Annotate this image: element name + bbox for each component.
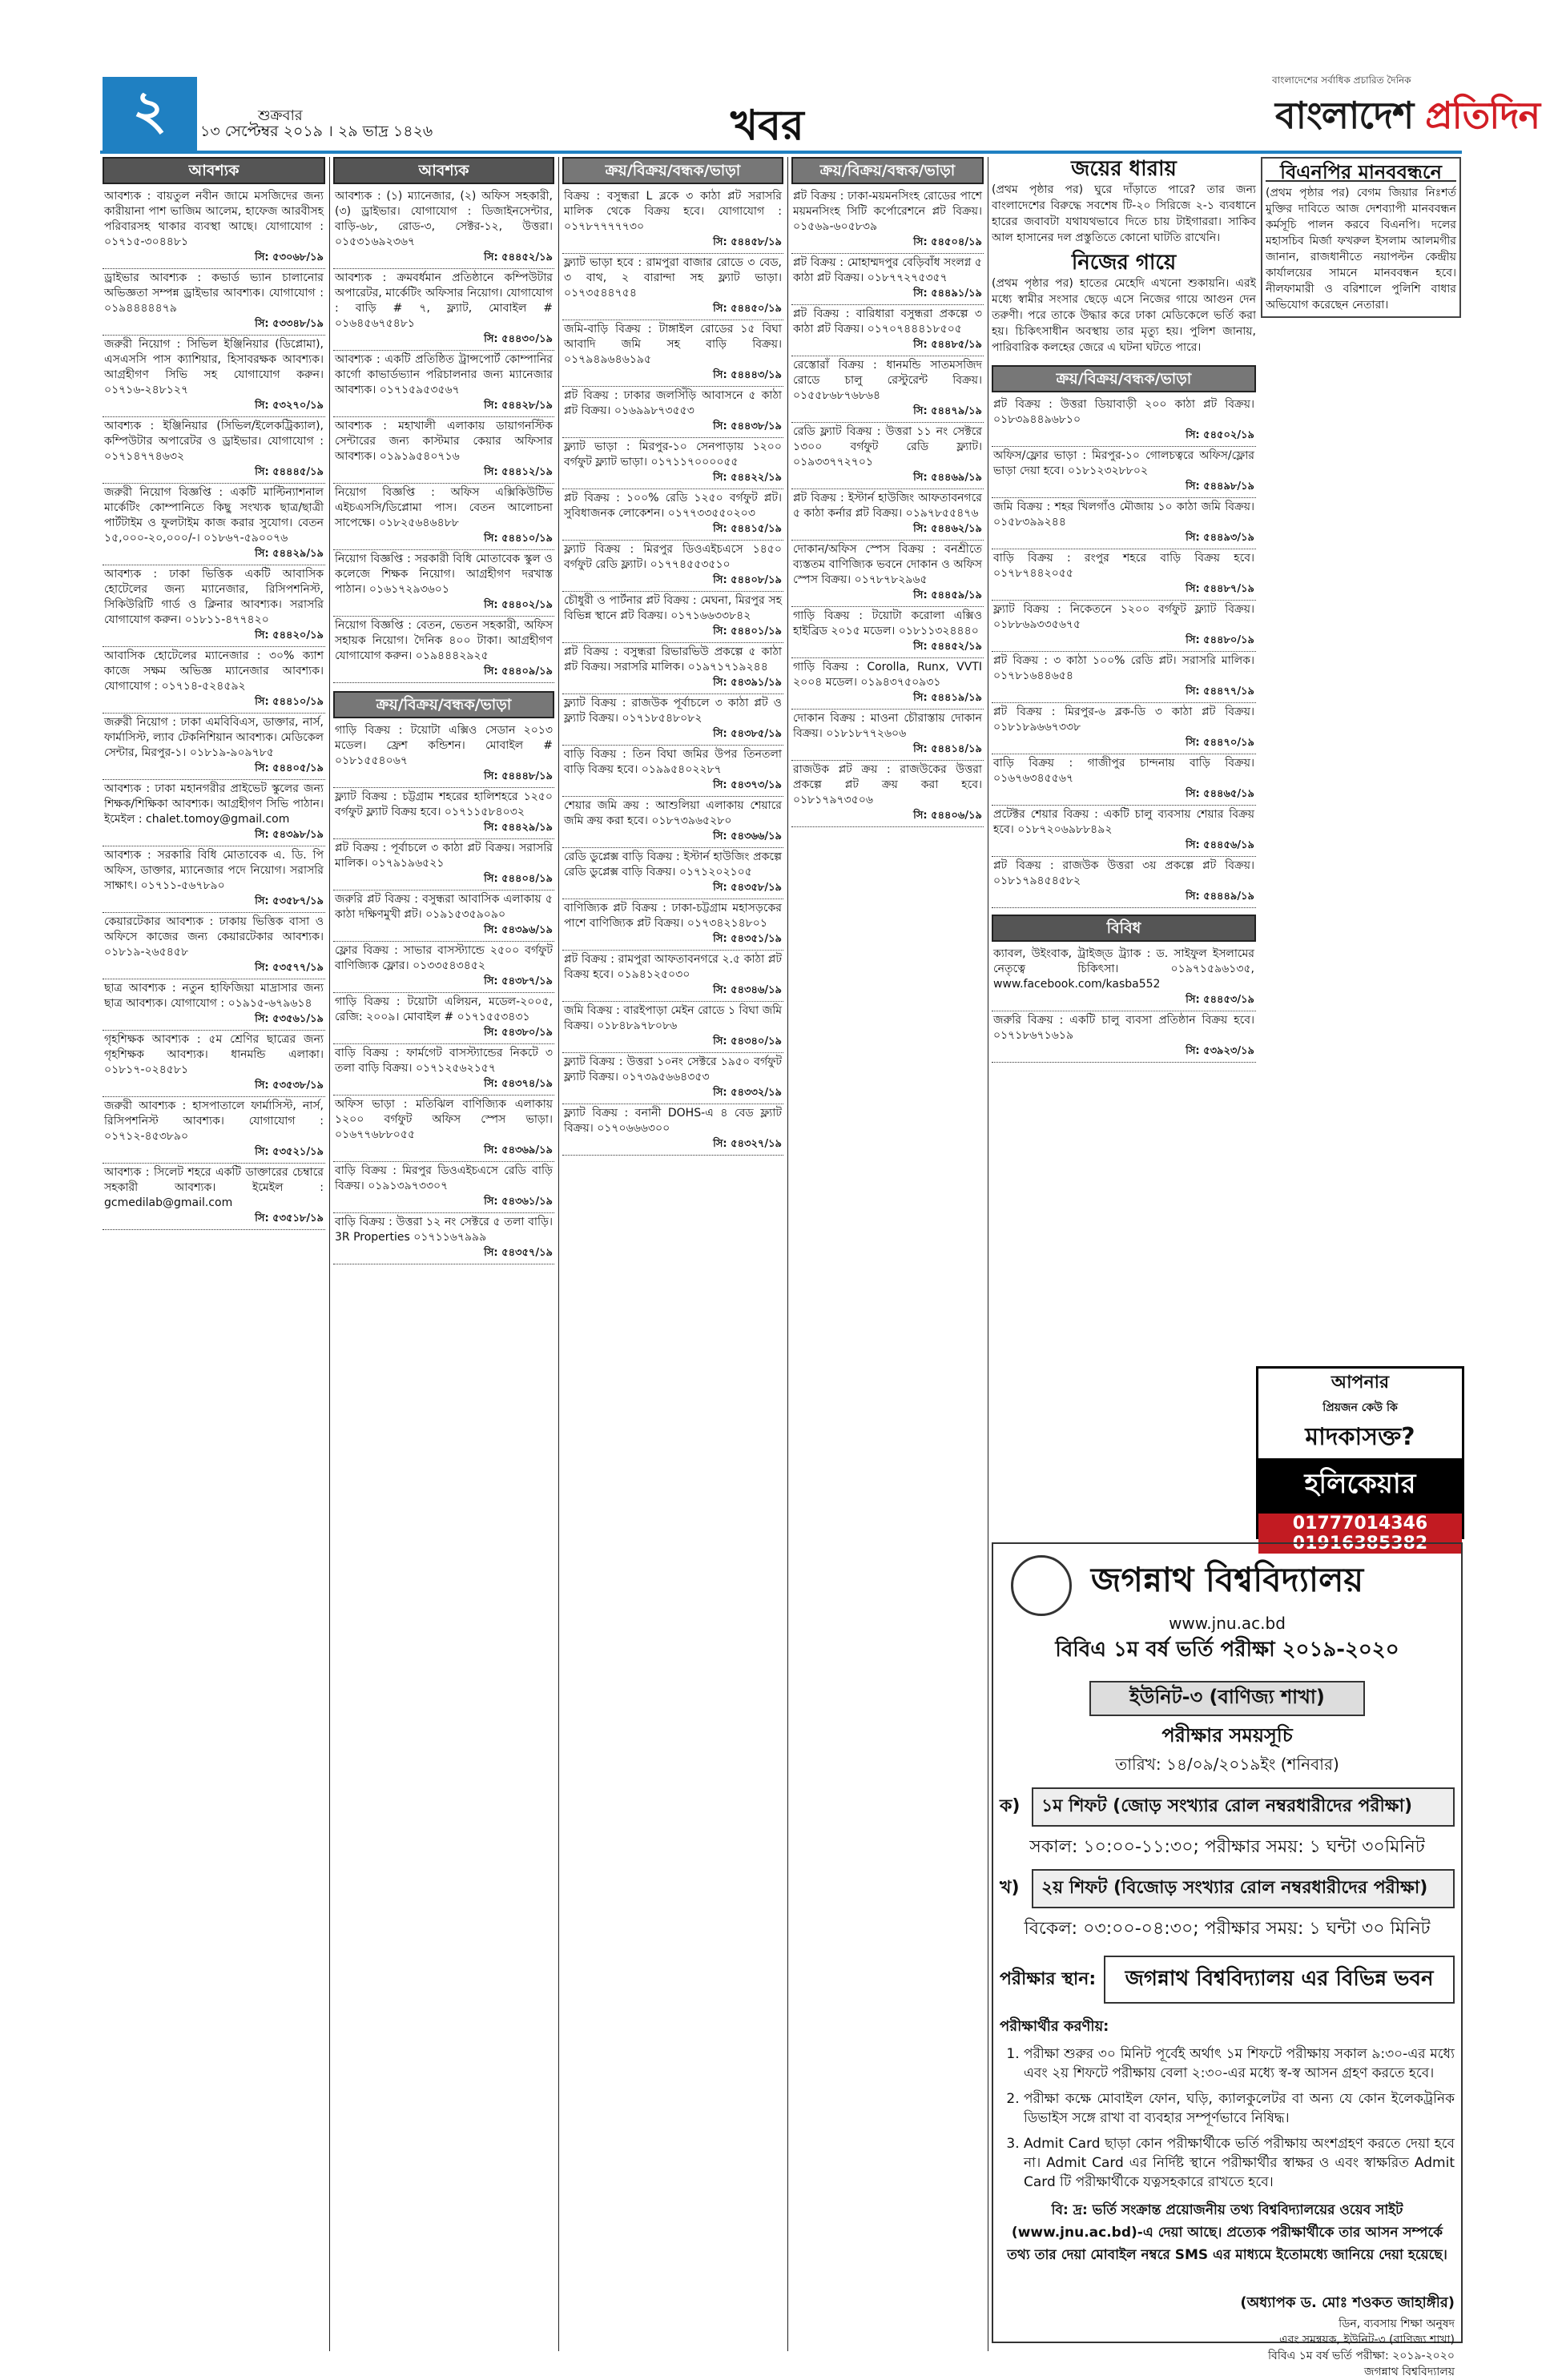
ad-text: আবশ্যক : ঢাকা ভিত্তিক একটি আবাসিক হোটেলের জন্য ম্যানেজার, রিসিপশনিস্ট, সিকিউরিটি গার্ড ও ক্লিনার আবশ্যক। সরাসরি যোগাযোগ করুন। ০১৮১১-৪৭৭৪২০ xyxy=(104,568,324,626)
column-divider xyxy=(329,157,330,2351)
newspaper-logo xyxy=(1275,88,1540,149)
classified-ad xyxy=(103,1031,325,1097)
column-header: ক্রয়/বিক্রয়/বন্ধক/ভাড়া xyxy=(791,157,984,184)
ad-list xyxy=(992,396,1256,908)
classified-ad xyxy=(103,647,325,714)
classified-ad xyxy=(103,979,325,1031)
column-divider xyxy=(787,157,788,2351)
ad-text: গৃহশিক্ষক আবশ্যক : ৫ম শ্রেণির ছাত্রের জন্য গৃহশিক্ষক আবশ্যক। ধানমন্ডি এলাকা। ০১৮১৭-০২৪৫৮১ xyxy=(104,1033,324,1076)
classified-ad xyxy=(992,1011,1256,1063)
schedule-title: পরীক্ষার সময়সূচি xyxy=(1161,1724,1293,1747)
ad-text: রাজউক প্লট ক্রয় : রাজউকের উত্তরা প্রকল্পে প্লট ক্রয় করা হবে। ০১৮১৭৯৭৩৫০৬ xyxy=(793,763,982,806)
shift-title: ২য় শিফট (বিজোড় সংখ্যার রোল নম্বরধারীদের পরীক্ষা) xyxy=(1032,1869,1455,1908)
ad-code: সি: ৫৪৪৬৫/১৯ xyxy=(1186,788,1254,800)
classified-ad xyxy=(992,806,1256,857)
ad-code: সি: ৫৪৪৪৮/১৯ xyxy=(484,770,553,782)
logo-tagline: বাংলাদেশের সর্বাধিক প্রচারিত দৈনিক xyxy=(1272,74,1411,86)
ad-text: ক্যাবল, উইংবাক, ট্রাইজ্ড ট্র্যাক : ড. সাইফুল ইসলামের নেতৃত্বে চিকিৎসা। ০১৯৭১৫৯৬১৩৫, www.facebook.com/kasba552 xyxy=(993,947,1254,991)
rule-item: 1. পরীক্ষা শুরুর ৩০ মিনিট পূর্বেই অর্থাৎ ১ম শিফটে পরীক্ষায় সকাল ৯:৩০-এর মধ্যে এবং ২য় শিফটে পরীক্ষায় বেলা ২:৩০-এর মধ্যে স্ব-স্ব আসন গ্রহণ করতে হবে। xyxy=(1024,2044,1455,2083)
classified-ad xyxy=(333,550,554,617)
ad-code: সি: ৫৩৫৩৮/১৯ xyxy=(255,1079,324,1092)
ad-text: জমি বিক্রয় : বারইপাড়া মেইন রোডে ১ বিঘা জমি বিক্রয়। ০১৮৪৮৯৭৮০৮৬ xyxy=(564,1004,782,1032)
ad-text: চৌধুরী ও পার্টনার প্লট বিক্রয় : মেঘনা, মিরপুর সহ বিভিন্ন স্থানে প্লট বিক্রয়। ০১৭১৬৬৩৩৮৪২ xyxy=(564,594,782,622)
ad-text: জরুরী নিয়োগ : সিভিল ইঞ্জিনিয়ার (ডিপ্লোমা), এসএসসি পাস ক্যাশিয়ার, হিসাবরক্ষক আবশ্যক। আগ্রহীগণ সিভি সহ যোগাযোগ করুন। ০১৭১৬-২৪৮১২৭ xyxy=(104,338,324,396)
classified-ad xyxy=(791,254,984,305)
university-seal-icon xyxy=(1011,1555,1072,1616)
classified-ad xyxy=(992,601,1256,652)
column-header: ক্রয়/বিক্রয়/বন্ধক/ভাড়া xyxy=(562,157,783,184)
ad-text: প্লট বিক্রয় : ১০০% রেডি ১২৫০ বর্গফুট প্লট। সুবিধাজনক লোকেশন। ০১৭৭৩৩৫৫০২০৩ xyxy=(564,492,782,520)
exam-date: তারিখ: ১৪/০৯/২০১৯ইং (শনিবার) xyxy=(1115,1755,1339,1774)
exam-title: বিবিএ ১ম বর্ষ ভর্তি পরীক্ষা ২০১৯-২০২০ xyxy=(1055,1638,1399,1662)
ad-code: সি: ৫৩০৬৮/১৯ xyxy=(255,251,324,263)
rules-title: পরীক্ষার্থীর করণীয়: xyxy=(1000,2018,1109,2035)
ad-text: ফ্ল্যাট ভাড়া হবে : রামপুরা বাজার রোডে ৩ বেড, ৩ বাথ, ২ বারান্দা সহ ফ্ল্যাট ভাড়া। ০১৭৩৫৪৪৭৫৪ xyxy=(564,256,782,300)
ad-list xyxy=(333,187,554,683)
classified-ad xyxy=(562,848,783,899)
column-jobs-2 xyxy=(333,157,554,2351)
ad-code: সি: ৫৪৪২৯/১৯ xyxy=(255,548,324,560)
column-header: ক্রয়/বিক্রয়/বন্ধক/ভাড়া xyxy=(992,365,1256,392)
classified-ad xyxy=(103,1097,325,1164)
classified-ad xyxy=(333,187,554,269)
ad-code: সি: ৫৩৫৬১/১৯ xyxy=(255,1013,324,1025)
ad-code: সি: ৫৪৩৩২/১৯ xyxy=(713,1087,782,1099)
ad-code: সি: ৫৪৩৫৮/১৯ xyxy=(713,882,782,894)
classified-ad xyxy=(562,320,783,387)
shift-label: ক) xyxy=(1000,1796,1021,1816)
ad-text: প্লট বিক্রয় : বারিধারা বসুন্ধরা প্রকল্পে ৩ কাঠা প্লট বিক্রয়। ০১৭০৭৪৪৪১৮৫০৫ xyxy=(793,308,982,336)
classified-ad xyxy=(791,305,984,356)
ad-text: ড্রাইভার আবশ্যক : কভার্ড ভ্যান চালানোর অভিজ্ঞতা সম্পন্ন ড্রাইভার আবশ্যক। যোগাযোগ : ০১৯৪৪৪৪৪৭৯ xyxy=(104,271,324,315)
ad-code: সি: ৫৪৪৪৯/১৯ xyxy=(1186,890,1254,903)
ad-code: সি: ৫৪৪০৯/১৯ xyxy=(484,665,553,677)
ad-code: সি: ৫৪৩৭৩/১৯ xyxy=(713,779,782,791)
ad-code: সি: ৫৪৪১৪/১৯ xyxy=(913,743,982,755)
ad-code: সি: ৫৪৪২০/১৯ xyxy=(255,629,324,641)
classified-ad xyxy=(562,746,783,797)
ad-code: সি: ৫৪৩৬১/১৯ xyxy=(484,1196,553,1208)
news-column-a xyxy=(992,157,1256,1534)
ad-text: আবশ্যক : মহাখালী এলাকায় ডায়াগনস্টিক সেন্টারের জন্য কাস্টমার কেয়ার অফিসার আবশ্যক। ০১৯১৯৫৪০৭১৬ xyxy=(335,420,553,463)
ad-text: জরুরি প্লট বিক্রয় : বসুন্ধরা আবাসিক এলাকায় ৫ কাঠা দক্ষিণমুখী প্লট। ০১৯১৫৩৫৯০৯০ xyxy=(335,893,553,921)
classified-ad xyxy=(103,269,325,336)
classified-ad xyxy=(791,356,984,423)
ad-code: সি: ৫৩২৭০/১৯ xyxy=(255,400,324,412)
rules-list xyxy=(1000,2044,1455,2192)
ad-text: আবাসিক হোটেলের ম্যানেজার : ৩০% ক্যাশ কাজে সক্ষম অভিজ্ঞ ম্যানেজার আবশ্যক। যোগাযোগ : ০১৭১৪-৫২৪৫৯২ xyxy=(104,649,324,693)
ad-list xyxy=(992,945,1256,1063)
ad-text: বিক্রয় : বসুন্ধরা L ব্লকে ৩ কাঠা প্লট সরাসরি মালিক থেকে বিক্রয় হবে। যোগাযোগ : ০১৭৮৭৭৭৭৭৩০ xyxy=(564,190,782,233)
ad-code: সি: ৫৪৪১০/১৯ xyxy=(255,696,324,708)
classified-ad xyxy=(562,694,783,746)
ad-list xyxy=(333,722,554,1264)
ad-code: সি: ৫৪৪১২/১৯ xyxy=(484,466,553,478)
classified-ad xyxy=(333,351,554,417)
ad-text: গাড়ি বিক্রয় : টয়োটা এলিয়ন, মডেল-২০০৫, রেজি: ২০০৯। মোবাইল # ০১৭১৫৫৩৪৩১ xyxy=(335,995,553,1023)
classified-ad xyxy=(992,447,1256,498)
signatory-role-3: বিবিএ ১ম বর্ষ ভর্তি পরীক্ষা: ২০১৯-২০২০ xyxy=(1268,2350,1455,2362)
ad-text: প্লট বিক্রয় : পূর্বাচলে ৩ কাঠা প্লট বিক্রয়। সরাসরি মালিক। ০১৭৯১৯৬৫২১ xyxy=(335,842,553,870)
unit-label: ইউনিট-৩ (বাণিজ্য শাখা) xyxy=(1089,1681,1365,1716)
ad-text: অফিস/ফ্লোর ভাড়া : মিরপুর-১০ গোলচত্বরে অফিস/ফ্লোর ভাড়া দেয়া হবে। ০১৮১২৩২৮৮০২ xyxy=(993,449,1254,477)
classified-ad xyxy=(333,993,554,1044)
column-sale-1 xyxy=(562,157,783,2351)
ad-code: সি: ৫৩৫১৮/১৯ xyxy=(255,1212,324,1224)
masthead xyxy=(0,0,1562,150)
ad-code: সি: ৫৪৪৪৩/১৯ xyxy=(713,369,782,381)
column-header: ক্রয়/বিক্রয়/বন্ধক/ভাড়া xyxy=(333,691,554,718)
ad-code: সি: ৫৪৪০৫/১৯ xyxy=(255,762,324,774)
ad-line-1: আপনার xyxy=(1331,1373,1390,1393)
signatory-name: (অধ্যাপক ড. মোঃ শওকত জাহাঙ্গীর) xyxy=(1240,2294,1455,2311)
ad-code: সি: ৫৪৪৩০/১৯ xyxy=(484,333,553,345)
ad-text: প্লট বিক্রয় : মোহাম্মদপুর বেড়িবাঁধ সংলগ্ন ৫ কাঠা প্লট বিক্রয়। ০১৮৭৭২৭৫৩৫৭ xyxy=(793,256,982,284)
ad-code: সি: ৫৪৪১৯/১৯ xyxy=(913,692,982,704)
ad-text: ফ্ল্যাট বিক্রয় : উত্তরা ১০নং সেক্টরে ১৯৫০ বর্গফুট ফ্ল্যাট বিক্রয়। ০১৭৩৯৫৬৬৪৩৫৩ xyxy=(564,1055,782,1083)
ad-code: সি: ৫৩৯২৩/১৯ xyxy=(1186,1045,1254,1057)
ad-list xyxy=(562,187,783,1156)
ad-code: সি: ৫৪৪৫০/১৯ xyxy=(713,303,782,315)
ad-code: সি: ৫৪৫০৪/১৯ xyxy=(913,236,982,248)
ad-text: ফ্ল্যাট বিক্রয় : চট্টগ্রাম শহরের হালিশহরে ১২৫০ বর্গফুট ফ্ল্যাট বিক্রয় হবে। ০১৭১১৫৮৪০৩২ xyxy=(335,790,553,818)
ad-code: সি: ৫৪৪৯৮/১৯ xyxy=(1186,480,1254,492)
ad-code: সি: ৫৪৪৫৩/১৯ xyxy=(1186,994,1254,1006)
ad-code: সি: ৫৪৪৮৫/১৯ xyxy=(913,339,982,351)
ad-code: সি: ৫৪৩২৭/১৯ xyxy=(713,1138,782,1150)
news-headline: জয়ের ধারায় xyxy=(1071,157,1177,181)
classified-ad xyxy=(103,187,325,269)
classified-ad xyxy=(992,945,1256,1011)
ad-code: সি: ৫৪৪৫৮/১৯ xyxy=(713,236,782,248)
ad-code: সি: ৫৪৩৬৬/১৯ xyxy=(713,830,782,842)
classified-ad xyxy=(333,484,554,550)
ad-code: সি: ৫৪৪৯৩/১৯ xyxy=(1186,532,1254,544)
rule-item: 2. পরীক্ষা কক্ষে মোবাইল ফোন, ঘড়ি, ক্যালকুলেটর বা অন্য যে কোন ইলেকট্রনিক ডিভাইস সঙ্গে রাখা বা ব্যবহার সম্পূর্ণভাবে নিষিদ্ধ। xyxy=(1024,2089,1455,2128)
ad-code: সি: ৫৪৪৫৬/১৯ xyxy=(1186,839,1254,851)
news-box xyxy=(1261,157,1461,318)
news-column-bnp xyxy=(1261,157,1461,1358)
ad-text: আবশ্যক : বায়তুল নবীন জামে মসজিদের জন্য কারীয়ানা পাশ ভাজিম আলেম, হাফেজ আরবীসহ পরিবারসহ থাকার ব্যবস্থা আছে। যোগাযোগ : ০১৭১৫-৩০৪৪৮১ xyxy=(104,190,324,248)
classified-ad xyxy=(992,652,1256,703)
ad-brand: হলিকেয়ার xyxy=(1258,1458,1462,1514)
classified-ad xyxy=(103,846,325,913)
ad-text: ফ্ল্যাট বিক্রয় : মিরপুর ডিওএইচএসে ১৪৫০ বর্গফুট রেডি ফ্ল্যাট। ০১৭৭৪৫৫৩৫১০ xyxy=(564,543,782,571)
ad-text: আবশ্যক : ক্রমবর্ধমান প্রতিষ্ঠানে কম্পিউটার অপারেটর, মার্কেটিং অফিসার নিয়োগ। যোগাযোগ : বাড়ি # ৭, ফ্ল্যাট, মোবাইল # ০১৬৪৫৬৭৫৪৮১ xyxy=(335,271,553,330)
ad-list xyxy=(791,187,984,827)
classified-ad xyxy=(103,417,325,484)
shift-label: খ) xyxy=(1000,1878,1020,1898)
ad-line-3: মাদকাসক্ত? xyxy=(1305,1423,1415,1451)
ad-text: জরুরি বিক্রয় : একটি চালু ব্যবসা প্রতিষ্ঠান বিক্রয় হবে। ০১৭১৮৬৭১৬১৯ xyxy=(993,1014,1254,1042)
ad-code: সি: ৫৪৪৬২/১৯ xyxy=(913,523,982,535)
column-header: বিবিধ xyxy=(992,915,1256,942)
ad-code: সি: ৫৪৩৮০/১৯ xyxy=(484,1027,553,1039)
signatory-role-4: জগন্নাথ বিশ্ববিদ্যালয় xyxy=(1363,2366,1455,2378)
ad-text: ফ্ল্যাট বিক্রয় : নিকেতনে ১২০০ বর্গফুট ফ্ল্যাট বিক্রয়। ০১৮৮৬৯৩৩৫৬৭৫ xyxy=(993,603,1254,631)
ad-text: জমি বিক্রয় : শহর খিলগাঁও মৌজায় ১০ কাঠা জমি বিক্রয়। ০১৫৮৩৯৯২৪৪ xyxy=(993,501,1254,529)
classified-ad xyxy=(791,710,984,761)
ad-text: প্লট বিক্রয় : ঢাকার জলসিঁড়ি আবাসনে ৫ কাঠা প্লট বিক্রয়। ০১৬৯৯৮৭৩৫৫৩ xyxy=(564,389,782,417)
classified-ad xyxy=(992,549,1256,601)
ad-text: জরুরী নিয়োগ : ঢাকা এমবিবিএস, ডাক্তার, নার্স, ফার্মাসিস্ট, ল্যাব টেকনিশিয়ান আবশ্যক। মেডিকেল সেন্টার, মিরপুর-১। ০১৮১৯-৯০৯৭৮৫ xyxy=(104,716,324,759)
ad-text: প্লট বিক্রয় : রামপুরা আফতাবনগরে ২.৫ কাঠা প্লট বিক্রয় হবে। ০১৯৪১২৫০৩০ xyxy=(564,953,782,981)
ad-text: জরুরী নিয়োগ বিজ্ঞপ্তি : একটি মাল্টিন্যাশনাল মার্কেটিং কোম্পানিতে কিছু সংখ্যক ছাত্র/ছাত্রী পার্টটাইম ও ফুলটাইম কাজ করার সুযোগ। বেতন ১৫,০০০-২০,০০০/-। ০১৮৬৭-৫৯০০৭৬ xyxy=(104,486,324,545)
classified-ad xyxy=(791,761,984,827)
column-jobs-1 xyxy=(103,157,325,2351)
classified-ad xyxy=(562,592,783,643)
ad-code: সি: ৫৪৩৮৫/১৯ xyxy=(713,728,782,740)
ad-code: সি: ৫৪৩৫৭/১৯ xyxy=(484,1247,553,1259)
ad-text: আবশ্যক : ঢাকা মহানগরীর প্রাইভেট স্কুলের জন্য শিক্ষক/শিক্ষিকা আবশ্যক। আগ্রহীগণ সিভি পাঠান। ইমেইল : chalet.tomoy@gmail.com xyxy=(104,782,324,826)
ad-code: সি: ৫৩৫৮৭/১৯ xyxy=(255,895,324,907)
classified-ad xyxy=(562,643,783,694)
classified-ad xyxy=(103,1164,325,1230)
ad-text: ফ্ল্যাট বিক্রয় : রাজউক পূর্বাচলে ৩ কাঠা প্লট ও ফ্ল্যাট বিক্রয়। ০১৭১৮৫৪৮০৮২ xyxy=(564,697,782,725)
classified-ad xyxy=(103,780,325,846)
ad-code: সি: ৫৪৪৬৯/১৯ xyxy=(913,472,982,484)
ad-text: প্লট বিক্রয় : মিরপুর-৬ ব্লক-ডি ৩ কাঠা প্লট বিক্রয়। ০১৮১৮৯৬৬৭৩৩৮ xyxy=(993,706,1254,734)
signatory-role-2: এবং সমন্বয়ক, ইউনিট-৩ (বাণিজ্য শাখা) xyxy=(1279,2334,1455,2346)
ad-text: গাড়ি বিক্রয় : Corolla, Runx, VVTI ২০০৪ মডেল। ০১৯৪৩৭৫০৯৩১ xyxy=(793,661,982,689)
rule-item: 3. Admit Card ছাড়া কোন পরীক্ষার্থীকে ভর্তি পরীক্ষায় অংশগ্রহণ করতে দেয়া হবে না। Admit Card এর নির্দিষ্ট স্থানে পরীক্ষার্থীর স্বাক্ষর ও এবং স্বাক্ষরিত Admit Card টি পরীক্ষার্থীকে যত্নসহকারে রাখতে হবে। xyxy=(1024,2134,1455,2192)
classified-ad xyxy=(333,1162,554,1213)
ad-text: রেস্তোরাঁ বিক্রয় : ধানমন্ডি সাতমসজিদ রোডে চালু রেস্টুরেন্ট বিক্রয়। ০১৫৫৮৬৮৭৬৮৬৪ xyxy=(793,359,982,402)
classified-ad xyxy=(791,423,984,489)
ad-code: সি: ৫৩৩৪৮/১৯ xyxy=(255,318,324,330)
classified-ad xyxy=(333,1044,554,1096)
ad-text: ফ্ল্যাট বিক্রয় : বনানী DOHS-এ ৪ বেড ফ্ল্যাট বিক্রয়। ০১৭০৬৬৬৩০০ xyxy=(564,1107,782,1135)
classified-ad xyxy=(562,187,783,254)
ad-code: সি: ৫৪৪০৪/১৯ xyxy=(484,873,553,885)
ad-text: প্লট বিক্রয় : বসুন্ধরা রিভারভিউ প্রকল্পে ৫ কাঠা প্লট বিক্রয়। সরাসরি মালিক। ০১৯৭১৭১৯২৪৪ xyxy=(564,645,782,673)
ad-code: সি: ৫৪৪৫২/১৯ xyxy=(484,251,553,263)
ad-text: জরুরী আবশ্যক : হাসপাতালে ফার্মাসিস্ট, নার্স, রিসিপশনিস্ট আবশ্যক। যোগাযোগ : ০১৭১২-৪৫৩৮৯০ xyxy=(104,1100,324,1143)
ad-code: সি: ৫৪৪০৮/১৯ xyxy=(713,574,782,586)
rehab-advertisement xyxy=(1256,1366,1464,1554)
ad-text: প্লট বিক্রয় : ৩ কাঠা ১০০% রেডি প্লট। সরাসরি মালিক। ০১৭৮১৬৪৪৬৫৪ xyxy=(993,654,1254,682)
ad-text: বাণিজ্যিক প্লট বিক্রয় : ঢাকা-চট্টগ্রাম মহাসড়কের পাশে বাণিজ্যিক প্লট বিক্রয়। ০১৭৩৪২১৪৮০১ xyxy=(564,902,782,930)
news-body: (প্রথম পৃষ্ঠার পর) ঘুরে দাঁড়াতে পারে? তার জন্য বাংলাদেশের বিরুদ্ধে সবশেষ টি-২০ সিরিজে ২-১ ব্যবধানে হারের জবাবটা যথাযথভাবে দিতে চায় টাইগাররা। সাকিব আল হাসানের দল প্রস্তুতিতে কোনো ঘাটতি রাখেনি। xyxy=(992,183,1256,244)
ad-line-2: প্রিয়জন কেউ কি xyxy=(1322,1401,1398,1414)
ad-text: প্রটেক্টর শেয়ার বিক্রয় : একটি চালু ব্যবসায় শেয়ার বিক্রয় হবে। ০১৮৭২০৬৯৮৮৪৯২ xyxy=(993,808,1254,836)
ad-code: সি: ৫৪৪১০/১৯ xyxy=(484,533,553,545)
ad-code: সি: ৫৪৩৫১/১৯ xyxy=(713,933,782,945)
ad-phone-1: 01777014346 xyxy=(1258,1514,1462,1534)
ad-text: বাড়ি বিক্রয় : রংপুর শহরে বাড়ি বিক্রয় হবে। ০১৭৮৭৪৪২০৫৫ xyxy=(993,552,1254,580)
column-sale-2 xyxy=(791,157,984,2351)
ad-text: বাড়ি বিক্রয় : উত্তরা ১২ নং সেক্টরে ৫ তলা বাড়ি। 3R Properties ০১৭১১৬৭৯৯৯ xyxy=(335,1216,553,1244)
ad-text: প্লট বিক্রয় : ঢাকা-ময়মনসিংহ রোডের পাশে ময়মনসিংহ সিটি কর্পোরেশনে প্লট বিক্রয়। ০১৫৬৯-৬০৫৮৩৯ xyxy=(793,190,982,233)
classified-ad xyxy=(791,607,984,658)
classified-ad xyxy=(562,541,783,592)
ad-text: জমি-বাড়ি বিক্রয় : টাঙ্গাইল রোডের ১৫ বিঘা আবাদি জমি সহ বাড়ি বিক্রয়। ০১৭৯৪৯৬৪৬১৯৫ xyxy=(564,323,782,366)
ad-code: সি: ৫৪৪৭৭/১৯ xyxy=(1186,685,1254,698)
classified-ad xyxy=(562,1002,783,1053)
ad-code: সি: ৫৪৪৯১/১৯ xyxy=(913,287,982,300)
ad-code: সি: ৫৪৪২৮/১৯ xyxy=(484,400,553,412)
ad-line xyxy=(1258,1369,1462,1458)
ad-text: বাড়ি বিক্রয় : গাজীপুর চান্দনায় বাড়ি বিক্রয়। ০১৬৭৬৩৪৫৫৬৭ xyxy=(993,757,1254,785)
classified-ad xyxy=(333,269,554,351)
ad-code: সি: ৫৪৪৫৯/১৯ xyxy=(913,589,982,601)
classified-ad xyxy=(562,387,783,438)
news-body: (প্রথম পৃষ্ঠার পর) বেগম জিয়ার নিঃশর্ত মুক্তির দাবিতে আজ দেশব্যাপী মানববন্ধন কর্মসূচি পালন করবে বিএনপি। দলের মহাসচিব মির্জা ফখরুল ইসলাম আলমগীর জানান, রাজধানীতে নয়াপল্টন কেন্দ্রীয় কার্যালয়ের সামনে মানববন্ধন হবে। নীলফামারী ও বরিশালে পুলিশি বাধার অভিযোগ করেছেন নেতারা। xyxy=(1266,187,1456,312)
notice-note: বি: দ্র: ভর্তি সংক্রান্ত প্রয়োজনীয় তথ্য বিশ্ববিদ্যালয়ের ওয়েব সাইট (www.jnu.ac.bd)-এ দেয়া আছে। প্রত্যেক পরীক্ষার্থীকে তার আসন সম্পর্কে তথ্য তার দেয়া মোবাইল নম্বরে SMS এর মাধ্যমে ইতোমধ্যে জানিয়ে দেয়া হয়েছে। xyxy=(1007,2202,1447,2263)
classified-ad xyxy=(791,489,984,541)
ad-text: নিয়োগ বিজ্ঞপ্তি : অফিস এক্সিকিউটিভ এইচএসসি/ডিপ্লোমা পাস। বেতন আলোচনা সাপেক্ষে। ০১৮২৫৬৪৬৪৮৮ xyxy=(335,486,553,529)
classified-ad xyxy=(333,1213,554,1264)
page-number: ২ xyxy=(103,77,197,151)
classified-ad xyxy=(333,1096,554,1162)
ad-code: সি: ৫৪৪৮৭/১৯ xyxy=(1186,583,1254,595)
signatory-role-1: ডিন, ব্যবসায় শিক্ষা অনুষদ xyxy=(1339,2318,1455,2330)
ad-code: সি: ৫৪৩৭৪/১৯ xyxy=(484,1078,553,1090)
shift-time: বিকেল: ০৩:০০-০৪:৩০; পরীক্ষার সময়: ১ ঘন্টা ৩০ মিনিট xyxy=(1024,1919,1431,1939)
classified-ad xyxy=(333,942,554,993)
classified-ad xyxy=(562,489,783,541)
ad-text: দোকান/অফিস স্পেস বিক্রয় : বনশ্রীতে ব্যস্ততম বাণিজ্যিক ভবনে দোকান ও অফিস স্পেস বিক্রয়। ০১৭৮৭৮২৯৬৫ xyxy=(793,543,982,586)
shift-title: ১ম শিফট (জোড় সংখ্যার রোল নম্বরধারীদের পরীক্ষা) xyxy=(1032,1787,1455,1827)
ad-code: সি: ৫৪৩৮৭/১৯ xyxy=(484,975,553,987)
classified-ad xyxy=(992,396,1256,447)
classified-ad xyxy=(791,187,984,254)
ad-code: সি: ৫৪৪০৬/১৯ xyxy=(913,810,982,822)
ad-text: আবশ্যক : ইঞ্জিনিয়ার (সিভিল/ইলেকট্রিক্যাল), কম্পিউটার অপারেটর ও ড্রাইভার। যোগাযোগ : ০১৭১৪৭৭৪৬৩২ xyxy=(104,420,324,463)
ad-text: গাড়ি বিক্রয় : টয়োটা এক্সিও সেডান ২০১৩ মডেল। ফ্রেশ কন্ডিশন। মোবাইল # ০১৮১৫৫৪০৬৭ xyxy=(335,724,553,767)
ad-code: সি: ৫৪৪৮০/১৯ xyxy=(1186,634,1254,646)
ad-code: সি: ৫৪৪২২/১৯ xyxy=(713,472,782,484)
ad-code: সি: ৫৪৩৪০/১৯ xyxy=(713,1035,782,1047)
ad-text: বাড়ি বিক্রয় : তিন বিঘা জমির উপর তিনতলা বাড়ি বিক্রয় হবে। ০১৯৯৫৪০২২৮৭ xyxy=(564,748,782,776)
ad-text: দোকান বিক্রয় : মাওনা চৌরাস্তায় দোকান বিক্রয়। ০১৮১৮৭৭২৬০৬ xyxy=(793,712,982,740)
ad-text: বাড়ি বিক্রয় : ফার্মগেট বাসস্ট্যান্ডের নিকটে ৩ তলা বাড়ি বিক্রয়। ০১৭১২৫৬২১৫৭ xyxy=(335,1047,553,1075)
classified-ad xyxy=(791,658,984,710)
column-divider xyxy=(558,157,559,2351)
classified-ad xyxy=(103,565,325,647)
classified-ad xyxy=(333,890,554,942)
logo-part-a: বাংলাদেশ xyxy=(1275,94,1426,137)
classified-ad xyxy=(562,254,783,320)
ad-code: সি: ৫৪৪০১/১৯ xyxy=(713,625,782,637)
ad-code: সি: ৫৪৩৪৬/১৯ xyxy=(713,984,782,996)
ad-code: সি: ৫৪৪২৯/১৯ xyxy=(484,822,553,834)
ad-code: সি: ৫৪৩৬৯/১৯ xyxy=(484,1144,553,1156)
ad-text: রেডি ডুপ্লেক্স বাড়ি বিক্রয় : ইস্টার্ন হাউজিং প্রকল্পে রেডি ডুপ্লেক্স বাড়ি বিক্রয়। ০১৭১২০২১০৫ xyxy=(564,850,782,878)
ad-list xyxy=(103,187,325,1230)
ad-code: সি: ৫৪৪৭৯/১৯ xyxy=(913,405,982,417)
news-body: (প্রথম পৃষ্ঠার পর) হাতের মেহেদি এখনো শুকায়নি। এরই মধ্যে স্বামীর সংসার ছেড়ে এসে নিজের গায়ে আগুন দেন তরুণী। পরে তাকে উদ্ধার করে ঢাকা মেডিকেলে ভর্তি করা হয়। চিকিৎসাধীন অবস্থায় তার মৃত্যু হয়। পুলিশ জানায়, পারিবারিক কলহের জেরে এ ঘটনা ঘটতে পারে। xyxy=(992,277,1256,354)
classified-ad xyxy=(562,1053,783,1104)
ad-text: ফ্ল্যাট ভাড়া : মিরপুর-১০ সেনপাড়ায় ১২০০ বর্গফুট ফ্ল্যাট ভাড়া। ০১৭১১৭০০০০৫৫ xyxy=(564,440,782,468)
ad-text: প্লট বিক্রয় : উত্তরা ডিয়াবাড়ী ২০০ কাঠা প্লট বিক্রয়। ০১৮৩৯৪৪৯৬৮১০ xyxy=(993,398,1254,426)
ad-text: শেয়ার জমি ক্রয় : আশুলিয়া এলাকায় শেয়ারে জমি ক্রয় করা হবে। ০১৮৭৩৯৬৫২৮০ xyxy=(564,799,782,827)
classified-ad xyxy=(333,417,554,484)
classified-ad xyxy=(992,857,1256,908)
exam-venue xyxy=(1000,1956,1455,2004)
masthead-rule xyxy=(100,151,1462,154)
university-website: www.jnu.ac.bd xyxy=(1169,1614,1286,1633)
ad-code: সি: ৫৪৩৯৮/১৯ xyxy=(255,829,324,841)
ad-text: আবশ্যক : সিলেট শহরে একটি ডাক্তারের চেম্বারে সহকারী আবশ্যক। ইমেইল : gcmedilab@gmail.com xyxy=(104,1166,324,1209)
column-header: আবশ্যক xyxy=(333,157,554,184)
shift-time: সকাল: ১০:০০-১১:৩০; পরীক্ষার সময়: ১ ঘন্টা ৩০মিনিট xyxy=(1029,1837,1425,1857)
ad-text: আবশ্যক : একটি প্রতিষ্ঠিত ট্রান্সপোর্ট কোম্পানির কার্গো কাভার্ডভ্যান পরিচালনার জন্য ম্যানেজার আবশ্যক। ০১৭১৫৯৫৩৫৬৭ xyxy=(335,353,553,396)
section-title: খবর xyxy=(731,101,804,150)
shift-1 xyxy=(1000,1787,1455,1827)
ad-text: গাড়ি বিক্রয় : টয়োটা করোলা এক্সিও হাইব্রিড ২০১৫ মডেল। ০১৮১১৩২৪৪৪০ xyxy=(793,609,982,637)
ad-text: প্লট বিক্রয় : রাজউক উত্তরা ৩য় প্রকল্পে প্লট বিক্রয়। ০১৮১৭৯৪৫৪৫৮২ xyxy=(993,859,1254,887)
ad-text: কেয়ারটেকার আবশ্যক : ঢাকায় ভিত্তিক বাসা ও অফিসে কাজের জন্য কেয়ারটেকার আবশ্যক। ০১৮১৯-২৬৫৪৫৮ xyxy=(104,915,324,959)
publication-date: ১৩ সেপ্টেম্বর ২০১৯ । ২৯ ভাদ্র ১৪২৬ xyxy=(200,123,433,140)
classified-ad xyxy=(992,754,1256,806)
ad-code: সি: ৫৪৪১৫/১৯ xyxy=(713,523,782,535)
classified-ad xyxy=(103,484,325,565)
ad-text: প্লট বিক্রয় : ইস্টার্ন হাউজিং আফতাবনগরে ৫ কাঠা কর্নার প্লট বিক্রয়। ০১৯৭৮৫৫৪৭৬ xyxy=(793,492,982,520)
venue-name: জগন্নাথ বিশ্ববিদ্যালয় এর বিভিন্ন ভবন xyxy=(1104,1956,1455,2004)
news-headline: নিজের গায়ে xyxy=(1071,251,1177,275)
ad-text: ছাত্র আবশ্যক : নতুন হাফিজিয়া মাদ্রাসার জন্য ছাত্র আবশ্যক। যোগাযোগ : ০১৯১৫-৬৭৯৬১৪ xyxy=(104,982,324,1010)
ad-text: অফিস ভাড়া : মতিঝিল বাণিজ্যিক এলাকায় ১২০০ বর্গফুট অফিস স্পেস ভাড়া। ০১৬৭৭৬৮৮০৫৫ xyxy=(335,1098,553,1141)
ad-text: বাড়ি বিক্রয় : মিরপুর ডিওএইচএসে রেডি বাড়ি বিক্রয়। ০১৯১৩৯৭৩৩০৭ xyxy=(335,1164,553,1192)
column-header: আবশ্যক xyxy=(103,157,325,184)
ad-code: সি: ৫৪৩৯১/১৯ xyxy=(713,677,782,689)
classified-ad xyxy=(992,703,1256,754)
news-headline: বিএনপির মানববন্ধনে xyxy=(1266,165,1456,182)
venue-label: পরীক্ষার স্থান: xyxy=(1000,1968,1097,1989)
ad-code: সি: ৫৪৫০২/১৯ xyxy=(1186,429,1254,441)
ad-text: আবশ্যক : (১) ম্যানেজার, (২) অফিস সহকারী, (৩) ড্রাইভার। যোগাযোগ : ডিজাইনসেন্টার, বাড়ি-৬৮, রোড-৩, সেক্টর-১২, উত্তরা। ০১৫৩১৬৯২৩৬৭ xyxy=(335,190,553,248)
ad-code: সি: ৫৪৩৯৬/১৯ xyxy=(484,924,553,936)
classified-ad xyxy=(103,714,325,780)
ad-phone-2: 01916385382 xyxy=(1258,1534,1462,1554)
ad-code: সি: ৫৪৪৩৮/১৯ xyxy=(713,420,782,432)
ad-code: সি: ৫৪৪৭০/১৯ xyxy=(1186,737,1254,749)
classified-ad xyxy=(562,797,783,848)
classified-ad xyxy=(103,336,325,417)
classified-ad xyxy=(103,913,325,979)
classified-ad xyxy=(333,722,554,788)
university-name: জগন্নাথ বিশ্ববিদ্যালয় xyxy=(1090,1560,1364,1599)
ad-code: সি: ৫৪৪০২/১৯ xyxy=(484,599,553,611)
ad-code: সি: ৫৩৫৭৭/১৯ xyxy=(255,962,324,974)
university-admission-notice xyxy=(992,1542,1463,2378)
classified-ad xyxy=(562,899,783,951)
classified-ad xyxy=(562,1104,783,1156)
classified-ad xyxy=(333,839,554,890)
classified-ad xyxy=(791,541,984,607)
shift-2 xyxy=(1000,1869,1455,1908)
ad-text: ফ্লোর বিক্রয় : সাভার বাসস্ট্যান্ডে ২৫০০ বর্গফুট বাণিজ্যিক ফ্লোর। ০১৩৩৫৪৩৪৫২ xyxy=(335,944,553,972)
ad-text: রেডি ফ্ল্যাট বিক্রয় : উত্তরা ১১ নং সেক্টরে ১৩০০ বর্গফুট রেডি ফ্ল্যাট। ০১৯৩৩৭৭২৭০১ xyxy=(793,425,982,468)
classified-ad xyxy=(992,498,1256,549)
classified-ad xyxy=(562,951,783,1002)
ad-code: সি: ৫৩৫২১/১৯ xyxy=(255,1146,324,1158)
ad-text: নিয়োগ বিজ্ঞপ্তি : বেতন, ভেতন সহকারী, অফিস সহায়ক নিয়োগ। দৈনিক ৪০০ টাকা। আগ্রহীগণ যোগাযোগ করুন। ০১৯৪৪৪২৯২৫ xyxy=(335,619,553,662)
logo-part-b: প্রতিদিন xyxy=(1425,94,1540,137)
classified-ad xyxy=(333,788,554,839)
publication-day: শুক্রবার xyxy=(258,107,303,124)
ad-code: সি: ৫৪৪৫২/১৯ xyxy=(913,641,982,653)
classified-ad xyxy=(562,438,783,489)
classified-ad xyxy=(333,617,554,683)
ad-text: নিয়োগ বিজ্ঞপ্তি : সরকারী বিধি মোতাবেক স্কুল ও কলেজে শিক্ষক নিয়োগ। আগ্রহীগণ দরখাস্ত পাঠান। ০১৬১৭২৯৩৬০১ xyxy=(335,553,553,596)
ad-code: সি: ৫৪৪৪৫/১৯ xyxy=(255,466,324,478)
ad-text: আবশ্যক : সরকারি বিধি মোতাবেক এ. ডি. পি অফিস, ডাক্তার, ম্যানেজার পদে নিয়োগ। সরাসরি সাক্ষাৎ। ০১৭১১-৫৬৭৮৯০ xyxy=(104,849,324,892)
